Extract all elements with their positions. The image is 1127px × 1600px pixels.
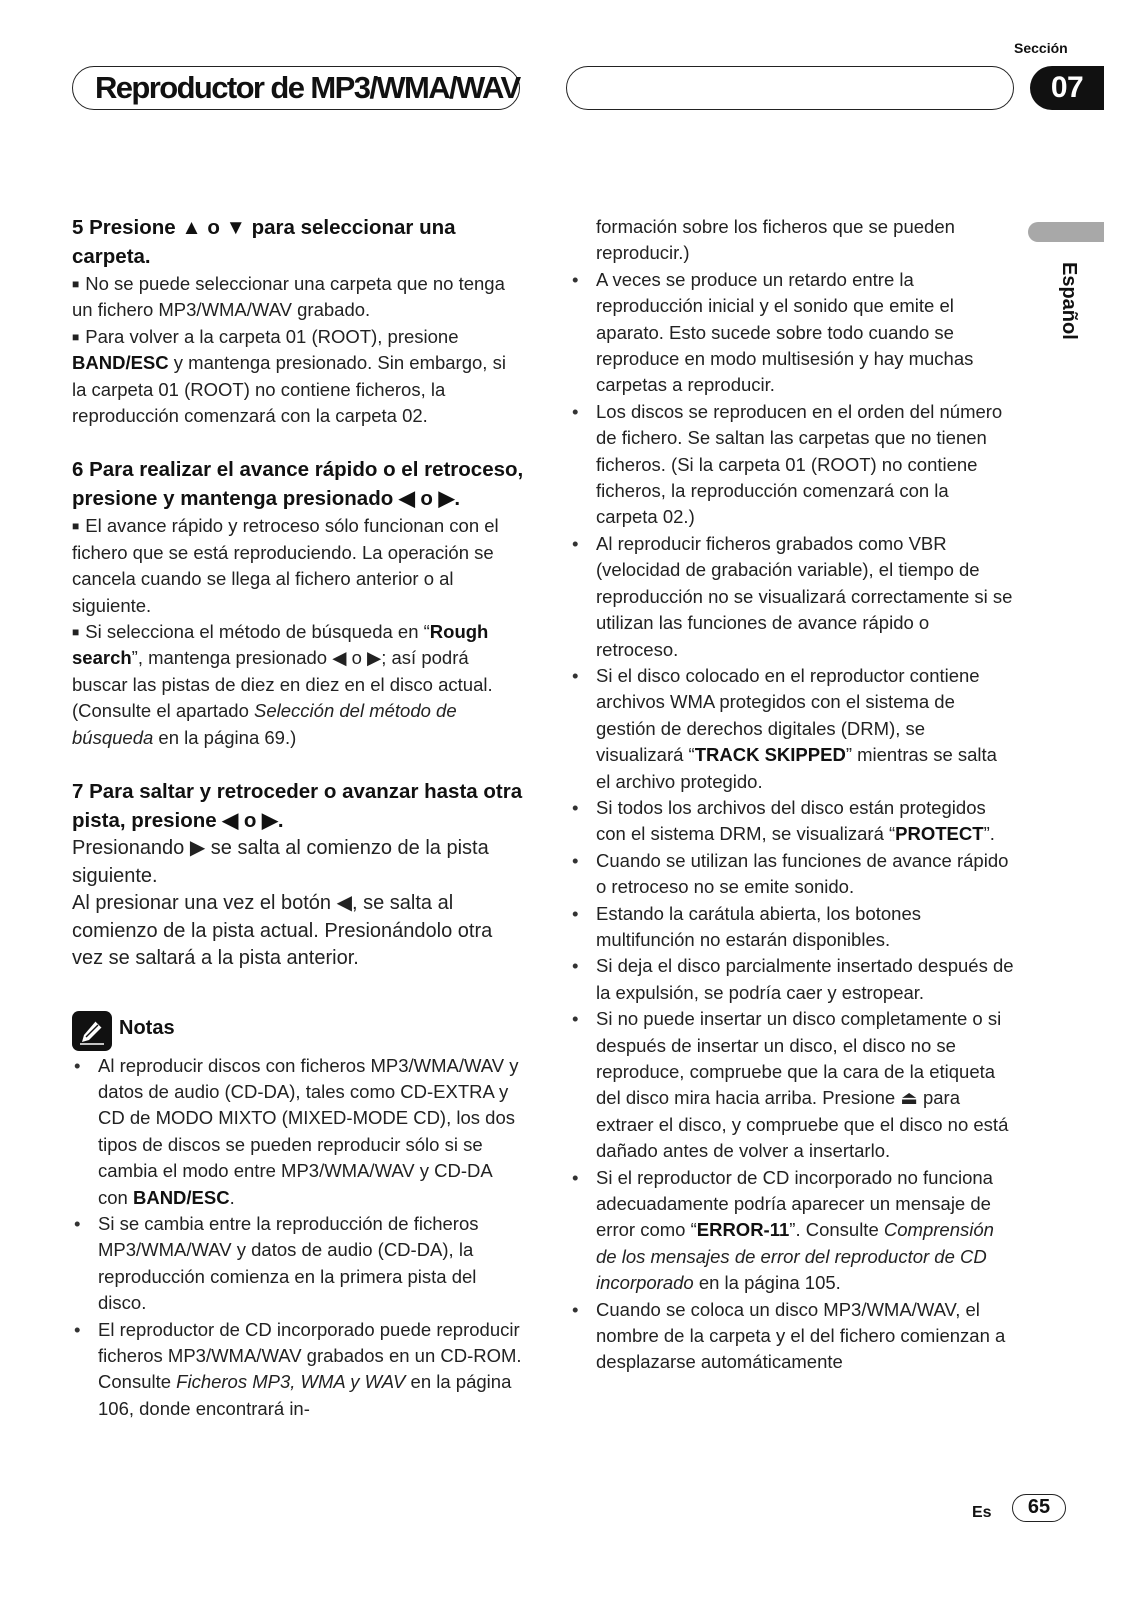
- note-bullet: [570, 663, 1014, 795]
- note-text: Al reproducir discos con ficheros MP3/WMA/WAV y datos de audio (CD-DA), tales como CD-EXTRA y CD de MODO MIXTO (MIXED-MODE CD), los dos tipos de discos se pueden reproducir sólo si se cambia el modo entre MP3/WMA/WAV y CD-DA con: [98, 1054, 519, 1208]
- note-text: Si todos los archivos del disco están protegidos con el sistema DRM, se visualizará “: [596, 796, 986, 845]
- step-5-note-1: [72, 271, 524, 324]
- step-6-note-2: [72, 619, 524, 751]
- note-text: El reproductor de CD incorporado puede reproducir ficheros MP3/WMA/WAV grabados en un CD-ROM. Consulte: [98, 1318, 522, 1393]
- note-bullet: • Cuando se coloca un disco MP3/WMA/WAV, el nombre de la carpeta y el del fichero comienzan a desplazarse automáticamente: [570, 1297, 1014, 1376]
- note-text: ”.: [983, 823, 995, 845]
- note-bullet: • Los discos se reproducen en el orden del número de fichero. Se saltan las carpetas que no tienen ficheros. (Si la carpeta 01 (ROOT) no contiene ficheros, la reproducción comenzará con la carpeta 02.): [570, 399, 1014, 531]
- rough-search-label: Rough search: [72, 621, 489, 669]
- note-bullet: [72, 1317, 524, 1423]
- footer-language-code: Es: [972, 1504, 992, 1521]
- square-bullet-icon: ■: [72, 329, 80, 344]
- band-esc-key: BAND/ESC: [132, 1186, 230, 1208]
- note-bullet: • Si deja el disco parcialmente insertado después de la expulsión, se podría caer y estropear.: [570, 953, 1014, 1006]
- note-bullet: [570, 795, 1014, 848]
- step-7-para-2: Al presionar una vez el botón ◀, se salta al comienzo de la pista actual. Presionándolo otra vez se saltará a la pista anterior.: [72, 892, 493, 970]
- left-column: [72, 214, 524, 1422]
- header-blank-box: [566, 66, 1014, 110]
- note-bullet: • Estando la carátula abierta, los botones multifunción no estarán disponibles.: [570, 901, 1014, 954]
- pencil-note-icon: [72, 1011, 112, 1051]
- note-text: en la página 69.): [153, 726, 297, 748]
- band-esc-key: BAND/ESC: [72, 352, 169, 374]
- cross-reference: Ficheros MP3, WMA y WAV: [176, 1371, 406, 1393]
- note-text: ”. Consulte: [789, 1219, 884, 1241]
- error-code-label: ERROR-11: [696, 1219, 790, 1241]
- note-text: ” mientras se salta el archivo protegido.: [596, 744, 997, 792]
- protect-label: PROTECT: [895, 823, 984, 845]
- note-text: en la página 106, donde encontrará in-: [98, 1371, 512, 1419]
- note-bullet: • Cuando se utilizan las funciones de avance rápido o retroceso no se emite sonido.: [570, 848, 1014, 901]
- step-6-note-1: [72, 513, 524, 619]
- square-bullet-icon: ■: [72, 277, 80, 291]
- language-label: Español: [1058, 262, 1080, 340]
- note-text: Si el disco colocado en el reproductor contiene archivos WMA protegidos con el sistema de gestión de derechos digitales (DRM), se visualizará “: [596, 664, 980, 766]
- notes-label: Notas: [119, 1016, 175, 1039]
- step-5-heading: 5 Presione ▲ o ▼ para seleccionar una carpeta.: [72, 216, 456, 268]
- note-bullet: • Si no puede insertar un disco completamente o si después de insertar un disco, el disco no se reproduce, compruebe que la cara de la etiqueta del disco mira hacia arriba. Presione ⏏ para extraer el disco, y compruebe que el disco no está dañado antes de volver a insertarlo.: [570, 1006, 1014, 1164]
- note-text: Si el reproductor de CD incorporado no funciona adecuadamente podría aparecer un mensaje de error como “: [596, 1166, 993, 1241]
- note-continuation: formación sobre los ficheros que se pueden reproducir.): [596, 216, 955, 264]
- right-column: [570, 214, 1014, 1376]
- notes-header: [72, 1011, 524, 1051]
- step-5-note-2: [72, 324, 524, 430]
- section-label: Sección: [1014, 40, 1068, 56]
- square-bullet-icon: ■: [72, 519, 80, 534]
- note-bullet: [72, 1053, 524, 1211]
- note-text: .: [229, 1186, 235, 1208]
- note-text: El avance rápido y retroceso sólo funcionan con el fichero que se está reproduciendo. La operación se cancela cuando se llega al fichero anterior o al siguiente.: [72, 515, 499, 616]
- language-tab: [1028, 222, 1104, 242]
- square-bullet-icon: ■: [72, 625, 80, 640]
- track-skipped-label: TRACK SKIPPED: [694, 744, 846, 766]
- chapter-title: Reproductor de MP3/WMA/WAV: [95, 70, 520, 105]
- note-bullet: • Al reproducir ficheros grabados como VBR (velocidad de grabación variable), el tiempo de reproducción no se visualizará correctamente si se utilizan las funciones de avance rápido o retroceso.: [570, 531, 1014, 663]
- note-text: Para volver a la carpeta 01 (ROOT), presione: [85, 325, 459, 347]
- step-6-heading: 6 Para realizar el avance rápido o el retroceso, presione y mantenga presionado ◀ o ▶.: [72, 458, 524, 510]
- note-text: No se puede seleccionar una carpeta que no tenga un fichero MP3/WMA/WAV grabado.: [72, 273, 505, 321]
- note-text: en la página 105.: [693, 1272, 841, 1294]
- section-number-badge: 07: [1030, 66, 1104, 110]
- note-bullet: • A veces se produce un retardo entre la reproducción inicial y el sonido que emite el aparato. Esto sucede sobre todo cuando se reproduce en modo multisesión y hay muchas carpetas a reproducir.: [570, 267, 1014, 399]
- step-7-heading: 7 Para saltar y retroceder o avanzar hasta otra pista, presione ◀ o ▶.: [72, 780, 523, 832]
- note-text: ”, mantenga presionado ◀ o ▶; así podrá buscar las pistas de diez en diez en el disco actual. (Consulte el apartado: [72, 647, 493, 722]
- note-bullet: • Si se cambia entre la reproducción de ficheros MP3/WMA/WAV y datos de audio (CD-DA), la reproducción comienza en la primera pista del disco.: [72, 1211, 524, 1317]
- cross-reference: Selección del método de búsqueda: [72, 700, 457, 748]
- note-bullet: [570, 1165, 1014, 1297]
- note-text: Si selecciona el método de búsqueda en “: [85, 621, 430, 643]
- note-text: y mantenga presionado. Sin embargo, si la carpeta 01 (ROOT) no contiene ficheros, la reproducción comenzará con la carpeta 02.: [72, 352, 506, 427]
- cross-reference: Comprensión de los mensajes de error del reproductor de CD incorporado: [596, 1219, 994, 1294]
- step-7-para-1: Presionando ▶ se salta al comienzo de la pista siguiente.: [72, 837, 489, 887]
- chapter-title-box: [72, 66, 520, 110]
- page-number: 65: [1012, 1494, 1066, 1522]
